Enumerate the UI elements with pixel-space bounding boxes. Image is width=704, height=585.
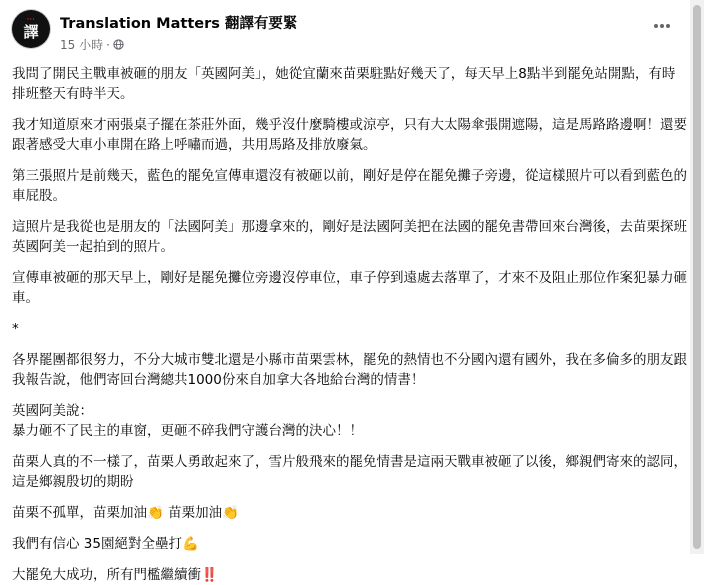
more-options-button[interactable]	[650, 14, 674, 38]
paragraph-5: 宣傳車被砸的那天早上，剛好是罷免攤位旁邊沒停車位，車子停到遠處去落單了，才來不及阻止那位作案犯暴力砸車。	[12, 270, 687, 306]
paragraph-11: 我們有信心 35園絕對全壘打💪	[12, 536, 199, 552]
post-time[interactable]: 15 小時	[60, 38, 104, 52]
paragraph-1: 我問了開民主戰車被砸的朋友「英國阿美」，她從宜蘭來苗栗駐點好幾天了，每天早上8點半到罷免站開點，有時排班整天有時半天。	[12, 66, 676, 102]
post-body	[12, 64, 688, 585]
paragraph-6: 各界罷團都很努力，不分大城市雙北還是小縣市苗栗雲林，罷免的熱情也不分國內還有國外，我在多倫多的朋友跟我報告說，他們寄回台灣總共1000份來自加拿大各地給台灣的情書！	[12, 352, 687, 388]
paragraph-7: 英國阿美說：	[12, 403, 93, 419]
paragraph-3: 第三張照片是前幾天，藍色的罷免宣傳車還沒有被砸以前，剛好是停在罷免攤子旁邊，從這樣照片可以看到藍色的車屁股。	[12, 168, 687, 204]
meta-separator: ·	[106, 37, 110, 52]
paragraph-separator: *	[12, 321, 19, 337]
paragraph-9: 苗栗人真的不一樣了，苗栗人勇敢起來了，雪片般飛來的罷免情書是這兩天戰車被砸了以後，鄉親們寄來的認同，這是鄉親殷切的期盼	[12, 454, 687, 490]
scrollbar[interactable]	[690, 0, 704, 554]
post-header	[0, 0, 704, 58]
paragraph-8: 暴力砸不了民主的車窗，更砸不碎我們守護台灣的決心！！	[12, 423, 363, 439]
paragraph-12: 大罷免大成功，所有門檻繼續衝‼️	[12, 567, 218, 583]
scrollbar-thumb[interactable]	[693, 5, 701, 549]
avatar-mark: ···	[26, 16, 36, 23]
page-name-link[interactable]: Translation Matters 翻譯有要緊	[60, 16, 298, 32]
paragraph-10: 苗栗不孤單，苗栗加油👏 苗栗加油👏	[12, 505, 239, 521]
paragraph-4: 這照片是我從也是朋友的「法國阿美」那邊拿來的，剛好是法國阿美把在法國的罷免書帶回來台灣後，去苗栗探班英國阿美一起拍到的照片。	[12, 219, 687, 255]
page-avatar[interactable]	[12, 10, 50, 48]
post-meta	[60, 36, 124, 53]
avatar-glyph: 譯	[23, 22, 39, 41]
globe-icon[interactable]	[113, 39, 124, 50]
paragraph-2: 我才知道原來才兩張桌子擺在茶莊外面，幾乎沒什麼騎樓或涼亭，只有大太陽傘張開遮陽，這是馬路路邊啊！還要跟著感受大車小車開在路上呼嘯而過，共用馬路及排放廢氣。	[12, 117, 687, 153]
more-horizontal-icon	[653, 23, 671, 29]
